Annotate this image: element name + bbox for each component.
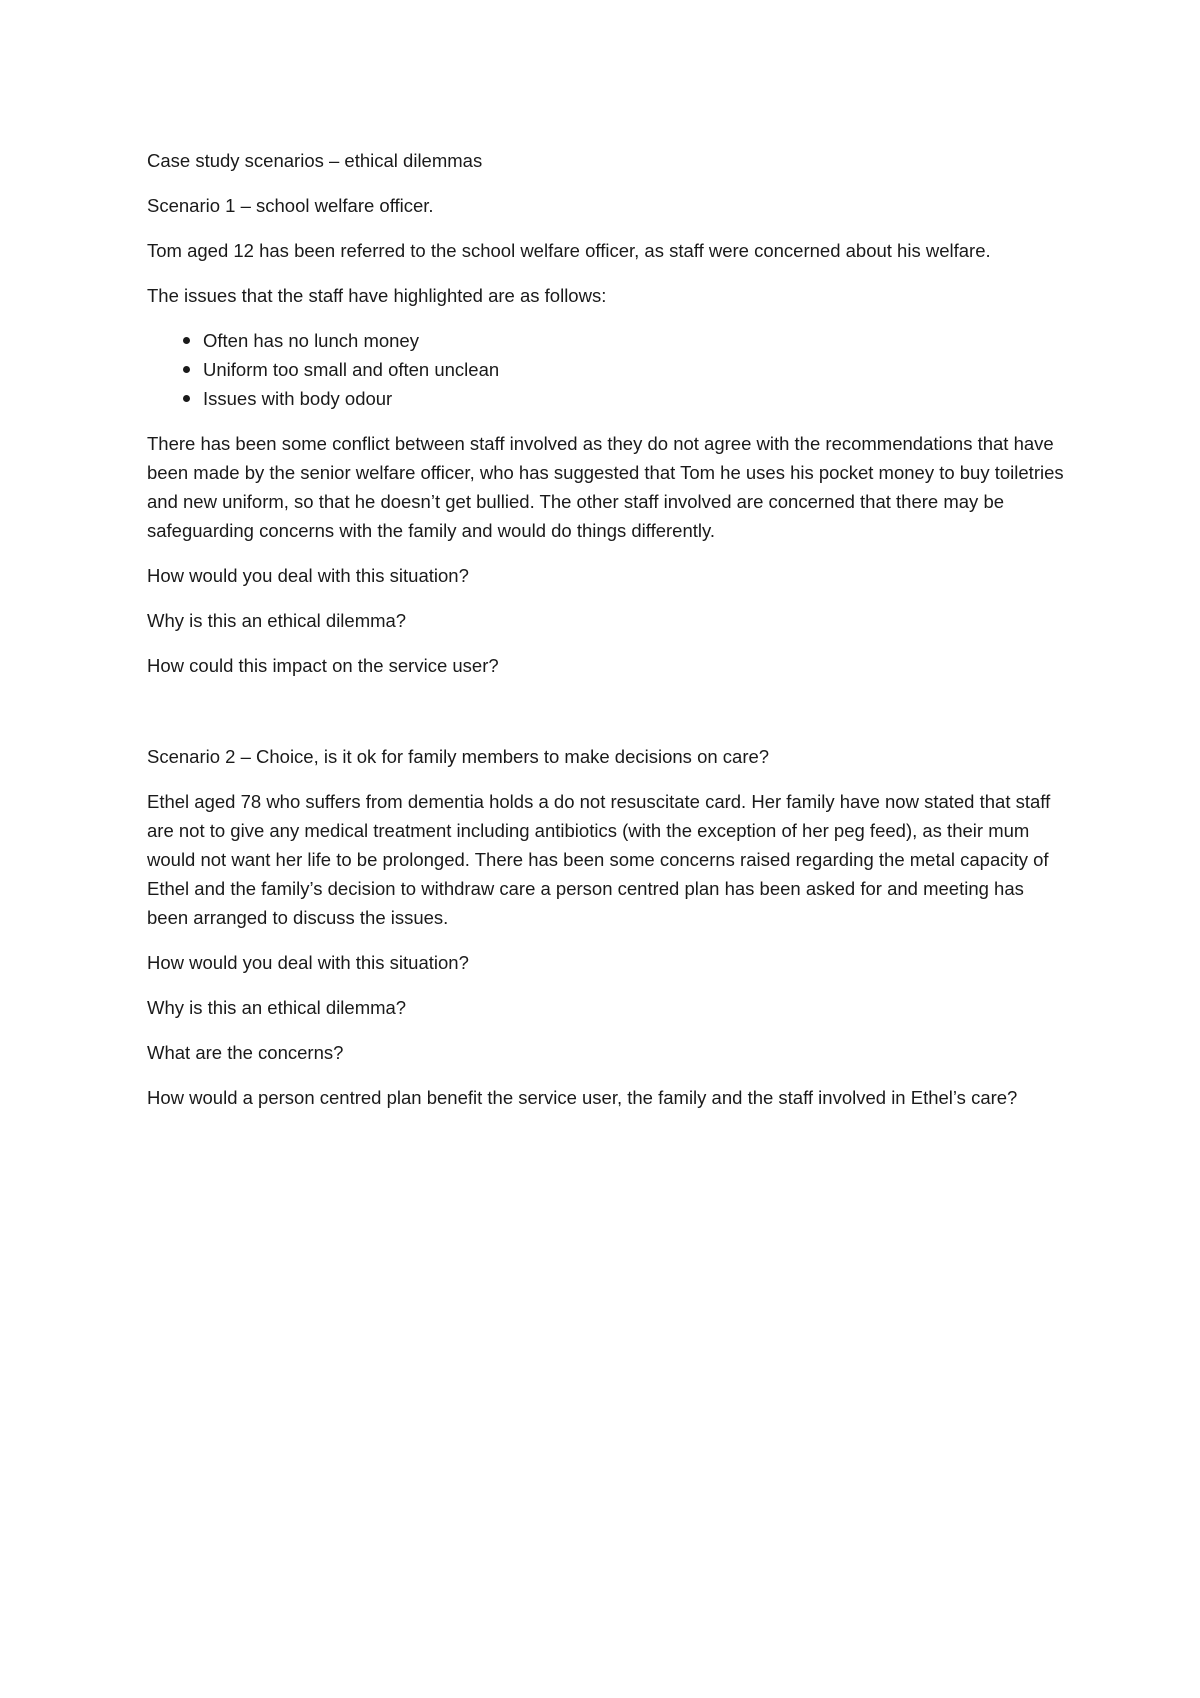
section-spacer: [147, 696, 1067, 742]
scenario1-issues-list: [147, 326, 1067, 413]
scenario2-question: How would you deal with this situation?: [147, 952, 469, 973]
scenario1-issues-lead: The issues that the staff have highlighted are as follows:: [147, 285, 607, 306]
scenario1-question: How could this impact on the service user?: [147, 655, 499, 676]
document-title: Case study scenarios – ethical dilemmas: [147, 150, 483, 171]
scenario2-question: Why is this an ethical dilemma?: [147, 997, 407, 1018]
bullet-icon: [183, 337, 190, 344]
scenario1-heading: Scenario 1 – school welfare officer.: [147, 195, 434, 216]
scenario2-question: How would a person centred plan benefit the service user, the family and the staff involved in Ethel’s care?: [147, 1087, 1018, 1108]
list-item: [147, 326, 1067, 355]
list-item-text: Uniform too small and often unclean: [203, 359, 500, 380]
scenario2-question: What are the concerns?: [147, 1042, 344, 1063]
scenario1-intro: Tom aged 12 has been referred to the school welfare officer, as staff were concerned about his welfare.: [147, 240, 991, 261]
scenario1-conflict: There has been some conflict between staff involved as they do not agree with the recommendations that have been made by the senior welfare officer, who has suggested that Tom he uses his pocket money to buy toiletries and new uniform, so that he doesn’t get bullied. The other staff involved are concerned that there may be safeguarding concerns with the family and would do things differently.: [147, 433, 1064, 541]
scenario2-body: Ethel aged 78 who suffers from dementia holds a do not resuscitate card. Her family have now stated that staff are not to give any medical treatment including antibiotics (with the exception of her peg feed), as their mum would not want her life to be prolonged. There has been some concerns raised regarding the metal capacity of Ethel and the family’s decision to withdraw care a person centred plan has been asked for and meeting has been arranged to discuss the issues.: [147, 791, 1051, 928]
scenario1-question: How would you deal with this situation?: [147, 565, 469, 586]
scenario1-question: Why is this an ethical dilemma?: [147, 610, 407, 631]
bullet-icon: [183, 366, 190, 373]
bullet-icon: [183, 395, 190, 402]
document-page: [147, 146, 1067, 1128]
list-item: [147, 384, 1067, 413]
list-item-text: Often has no lunch money: [203, 330, 419, 351]
scenario2-heading: Scenario 2 – Choice, is it ok for family members to make decisions on care?: [147, 746, 770, 767]
list-item: [147, 355, 1067, 384]
list-item-text: Issues with body odour: [203, 388, 393, 409]
